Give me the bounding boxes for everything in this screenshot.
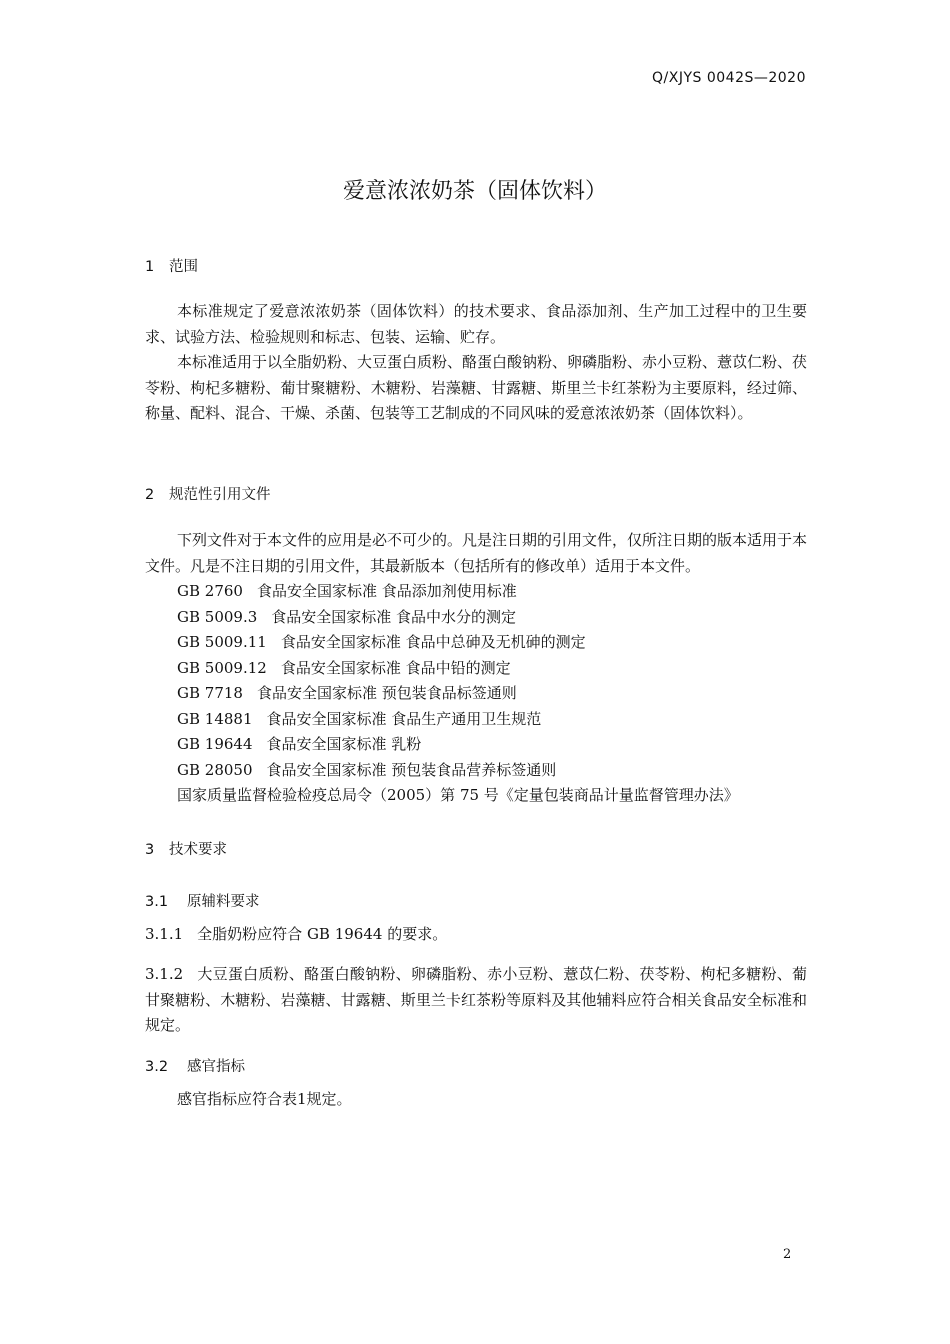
subsection-title: 感官指标: [187, 1059, 245, 1075]
subsection-title: 原辅料要求: [187, 894, 260, 910]
reference-code: GB 5009.3: [177, 607, 258, 626]
clause-number: 3.1.2: [145, 965, 184, 983]
reference-title: 食品安全国家标准 食品中水分的测定: [271, 607, 517, 626]
reference-code: GB 14881: [177, 709, 253, 728]
reference-code: GB 7718: [177, 684, 243, 702]
reference-item: [177, 732, 739, 758]
section-heading-scope: [145, 255, 198, 276]
sensory-paragraph: 感官指标应符合表1规定。: [177, 1090, 352, 1108]
reference-list: [177, 579, 739, 809]
reference-title: 食品安全国家标准 食品中总砷及无机砷的测定: [280, 633, 586, 651]
section-title: 范围: [169, 259, 198, 275]
clause-number: 3.1.1: [145, 925, 184, 943]
reference-code: GB 19644: [177, 735, 253, 753]
subsection-number: 3.1: [145, 894, 169, 910]
normative-intro: 下列文件对于本文件的应用是必不可少的。凡是注日期的引用文件，仅所注日期的版本适用于本文件。凡是不注日期的引用文件，其最新版本（包括所有的修改单）适用于本文件。: [145, 531, 808, 575]
clause-text: 大豆蛋白质粉、酪蛋白酸钠粉、卵磷脂粉、赤小豆粉、薏苡仁粉、茯苓粉、枸杞多糖粉、葡甘聚糖粉、木糖粉、岩藻糖、甘露糖、斯里兰卡红茶粉等原料及其他辅料应符合相关食品安全标准和规定。: [145, 965, 807, 1035]
reference-title: 食品安全国家标准 食品添加剂使用标准: [256, 582, 517, 600]
reference-item: [177, 579, 739, 605]
reference-code: GB 5009.12: [177, 658, 267, 677]
section-heading-technical: [145, 838, 227, 859]
decree-reference: 国家质量监督检验检疫总局令（2005）第 75 号《定量包装商品计量监督管理办法》: [177, 786, 739, 804]
reference-item: [177, 630, 739, 656]
page-title: 爱意浓浓奶茶（固体饮料）: [342, 179, 607, 204]
reference-item: [177, 681, 739, 707]
reference-title: 食品安全国家标准 食品中铅的测定: [280, 658, 511, 677]
section-title: 技术要求: [169, 842, 227, 858]
subsection-heading-sensory: [145, 1055, 245, 1076]
reference-item: [177, 656, 739, 682]
scope-paragraph-2: 本标准适用于以全脂奶粉、大豆蛋白质粉、酪蛋白酸钠粉、卵磷脂粉、赤小豆粉、薏苡仁粉、茯苓粉、枸杞多糖粉、葡甘聚糖粉、木糖粉、岩藻糖、甘露糖、斯里兰卡红茶粉为主要原料，经过筛、称量、配料、混合、干燥、杀菌、包装等工艺制成的不同风味的爱意浓浓奶茶（固体饮料）。: [145, 353, 808, 423]
reference-title: 食品安全国家标准 预包装食品营养标签通则: [266, 760, 557, 779]
clause-3-1-2: [145, 962, 807, 1039]
section-heading-normative: [145, 483, 271, 504]
section-number: 3: [145, 842, 155, 858]
subsection-heading-raw-materials: [145, 890, 260, 911]
section-number: 1: [145, 259, 155, 275]
clause-text: 全脂奶粉应符合 GB 19644 的要求。: [197, 925, 448, 943]
reference-code: GB 2760: [177, 582, 243, 600]
page-number: 2: [783, 1247, 792, 1262]
reference-item: [177, 707, 739, 733]
clause-3-1-1: [145, 922, 807, 948]
reference-title: 食品安全国家标准 食品生产通用卫生规范: [266, 709, 542, 728]
section-number: 2: [145, 487, 155, 503]
reference-title: 食品安全国家标准 乳粉: [266, 735, 422, 753]
reference-code: GB 28050: [177, 760, 253, 779]
standard-code: Q/XJYS 0042S—2020: [652, 70, 806, 86]
reference-item: [177, 605, 739, 631]
reference-item: [177, 758, 739, 784]
reference-code: GB 5009.11: [177, 633, 267, 651]
reference-title: 食品安全国家标准 预包装食品标签通则: [256, 684, 517, 702]
subsection-number: 3.2: [145, 1059, 169, 1075]
scope-paragraph-1: 本标准规定了爱意浓浓奶茶（固体饮料）的技术要求、食品添加剂、生产加工过程中的卫生要求、试验方法、检验规则和标志、包装、运输、贮存。: [145, 302, 807, 346]
section-title: 规范性引用文件: [169, 487, 271, 503]
